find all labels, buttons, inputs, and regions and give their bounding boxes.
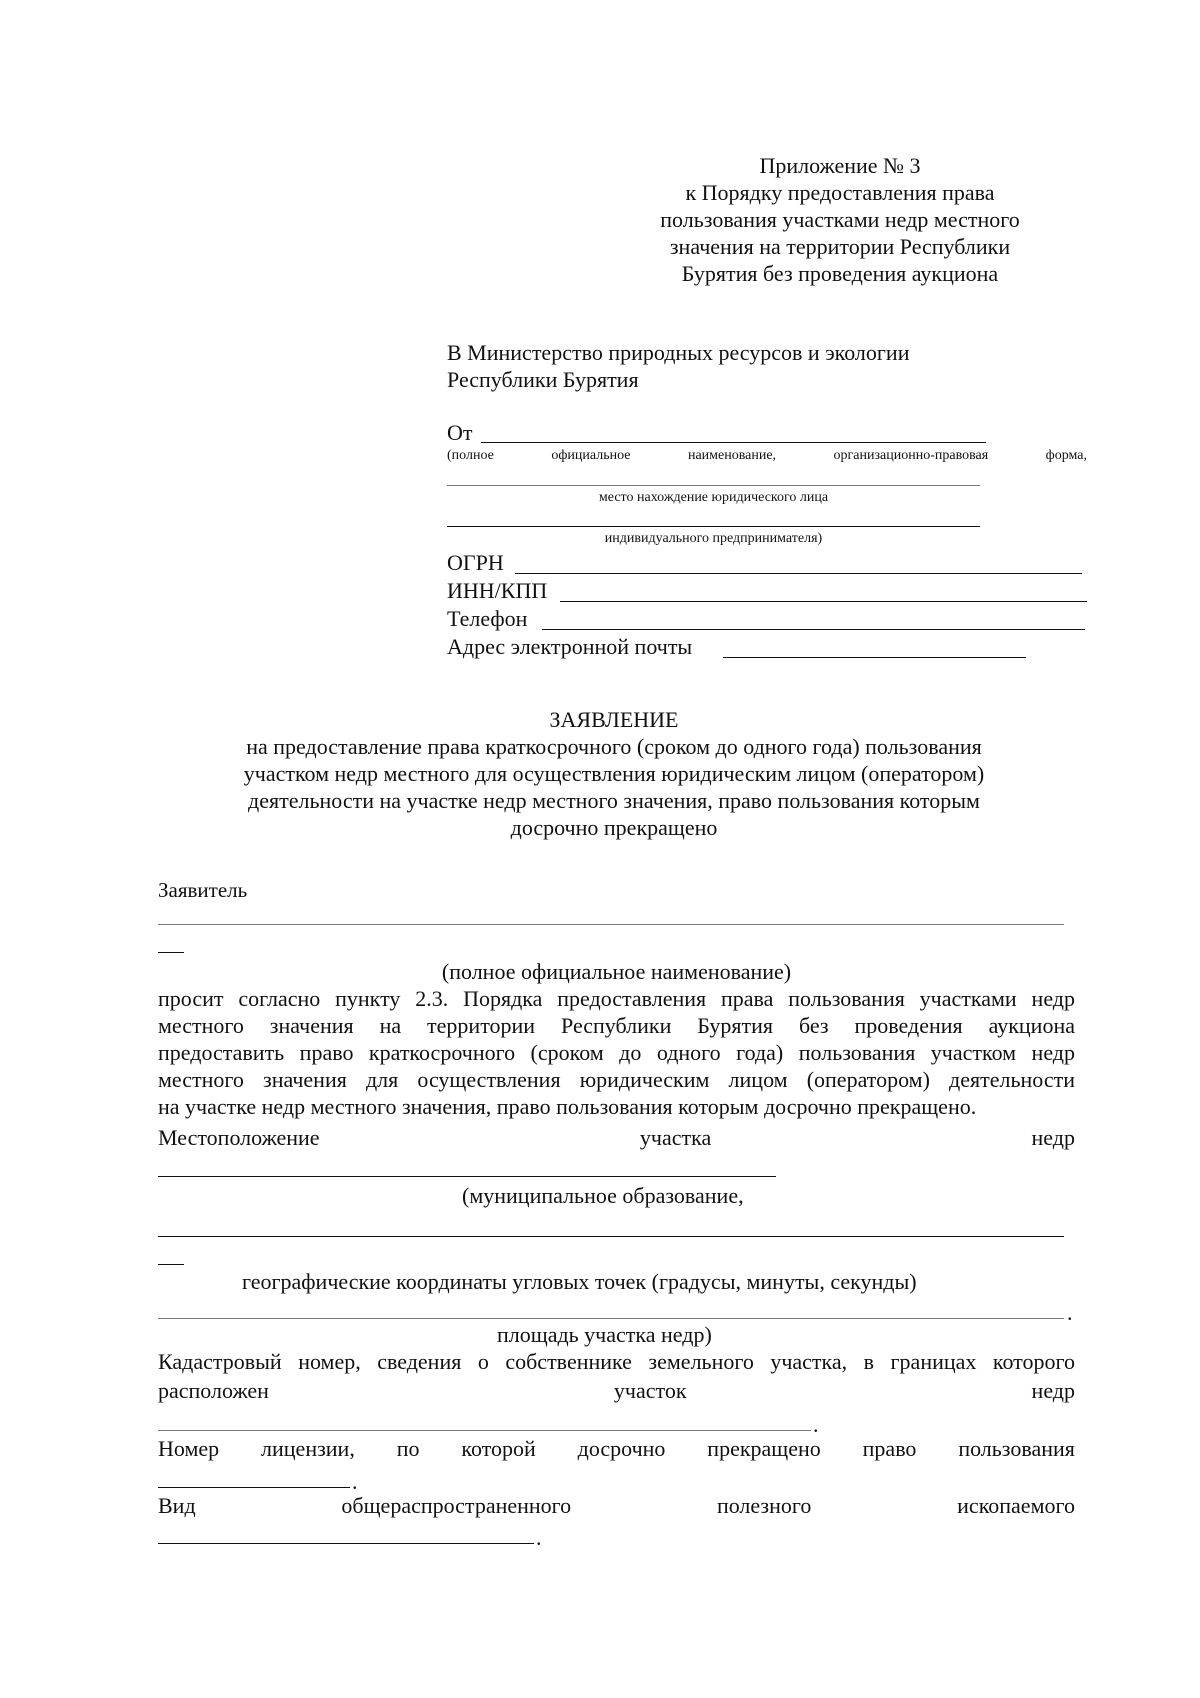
appendix-line: пользования участками недр местного	[660, 207, 1020, 232]
request-paragraph	[158, 985, 1075, 1120]
ogrn-field-line[interactable]	[515, 573, 1082, 574]
period-mark: .	[536, 1525, 542, 1550]
hint-word: форма,	[1045, 448, 1087, 463]
license-word: пользования	[958, 1436, 1075, 1461]
appendix-line: значения на территории Республики	[669, 234, 1011, 259]
area-hint: площадь участка недр)	[497, 1322, 712, 1347]
dash-mark	[158, 952, 184, 953]
hint-word: (полное	[447, 448, 494, 463]
hint-word: наименование,	[687, 448, 777, 463]
addressee	[447, 339, 909, 393]
inn-label: ИНН/КПП	[447, 578, 548, 603]
license-word: право	[862, 1436, 917, 1461]
located-word: расположен	[158, 1378, 269, 1403]
location-field-line[interactable]	[447, 485, 980, 486]
phone-field-line[interactable]	[542, 629, 1085, 630]
hint-word: организационно-правовая	[833, 448, 989, 463]
license-word: которой	[461, 1436, 536, 1461]
phone-label: Телефон	[447, 606, 528, 631]
inn-field-line[interactable]	[560, 601, 1087, 602]
license-word: прекращено	[707, 1436, 821, 1461]
document-title: ЗАЯВЛЕНИЕ	[549, 707, 679, 732]
license-field-line[interactable]	[158, 1487, 350, 1488]
coordinates-hint: географические координаты угловых точек (градусы, минуты, секунды)	[242, 1269, 917, 1294]
mineral-row	[158, 1492, 1075, 1519]
mineral-word: ископаемого	[957, 1493, 1075, 1518]
applicant-label: Заявитель	[158, 878, 248, 902]
subtitle-line: на предоставление права краткосрочного (сроком до одного года) пользования	[246, 734, 982, 759]
appendix-block	[620, 152, 1060, 287]
mineral-word: полезного	[716, 1493, 812, 1518]
located-row	[158, 1377, 1075, 1404]
hint-word: официальное	[551, 448, 631, 463]
title-subtitle	[0, 733, 1200, 841]
addressee-line: Республики Бурятия	[447, 367, 639, 392]
subtitle-line: деятельности на участке недр местного значения, право пользования которым	[248, 788, 980, 813]
ogrn-label: ОГРН	[447, 550, 504, 575]
entrepreneur-hint: индивидуального предпринимателя)	[604, 531, 823, 546]
located-word: участок	[613, 1378, 687, 1403]
located-word: недр	[1031, 1378, 1075, 1403]
mineral-field-line[interactable]	[158, 1543, 534, 1544]
addressee-line: В Министерство природных ресурсов и экологии	[447, 340, 910, 365]
license-word: Номер	[158, 1436, 220, 1461]
cadastral-field-line[interactable]	[158, 1430, 811, 1431]
license-word: досрочно	[577, 1436, 666, 1461]
from-hint-row	[447, 447, 1087, 465]
subtitle-line: участком недр местного для осуществления юридическим лицом (оператором)	[243, 761, 985, 786]
email-label: Адрес электронной почты	[447, 634, 693, 659]
applicant-field-line[interactable]	[158, 924, 1064, 925]
location-word: участка	[639, 1125, 712, 1150]
coordinates-field-line[interactable]	[158, 1318, 1064, 1319]
email-field-line[interactable]	[723, 657, 1026, 658]
mineral-word: общераспространенного	[341, 1493, 572, 1518]
municipality-field-line[interactable]	[158, 1236, 1064, 1237]
location-word: Местоположение	[158, 1125, 320, 1150]
location-hint: место нахождение юридического лица	[598, 490, 829, 505]
dash-mark	[158, 1264, 184, 1265]
location-field-line[interactable]	[158, 1176, 776, 1177]
appendix-line: Бурятия без проведения аукциона	[681, 261, 999, 286]
appendix-line: Приложение № 3	[759, 153, 921, 178]
period-mark: .	[813, 1412, 819, 1437]
from-label: От	[447, 420, 473, 445]
appendix-line: к Порядку предоставления права	[685, 180, 995, 205]
municipality-hint: (муниципальное образование,	[462, 1183, 744, 1208]
cadastral-line: Кадастровый номер, сведения о собственнике земельного участка, в границах которого	[158, 1349, 1075, 1374]
full-name-hint: (полное официальное наименование)	[441, 959, 792, 984]
entrepreneur-field-line[interactable]	[447, 526, 980, 527]
license-word: по	[396, 1436, 420, 1461]
period-mark: .	[1067, 1300, 1073, 1325]
request-line: предоставить право краткосрочного (сроком до одного года) пользования участком недр	[158, 1040, 1075, 1065]
request-line: местного значения для осуществления юридическим лицом (оператором) деятельности	[158, 1067, 1075, 1092]
subtitle-line: досрочно прекращено	[510, 815, 718, 840]
period-mark: .	[352, 1469, 358, 1494]
request-line: на участке недр местного значения, право пользования которым досрочно прекращено.	[158, 1094, 977, 1119]
mineral-word: Вид	[158, 1493, 196, 1518]
request-line: просит согласно пункту 2.3. Порядка предоставления права пользования участками недр	[158, 986, 1075, 1011]
location-word: недр	[1031, 1125, 1075, 1150]
license-word: лицензии,	[261, 1436, 355, 1461]
from-field-line[interactable]	[481, 442, 986, 443]
request-line: местного значения на территории Республики Бурятия без проведения аукциона	[158, 1013, 1075, 1038]
location-row	[158, 1124, 1075, 1151]
license-row	[158, 1435, 1075, 1462]
